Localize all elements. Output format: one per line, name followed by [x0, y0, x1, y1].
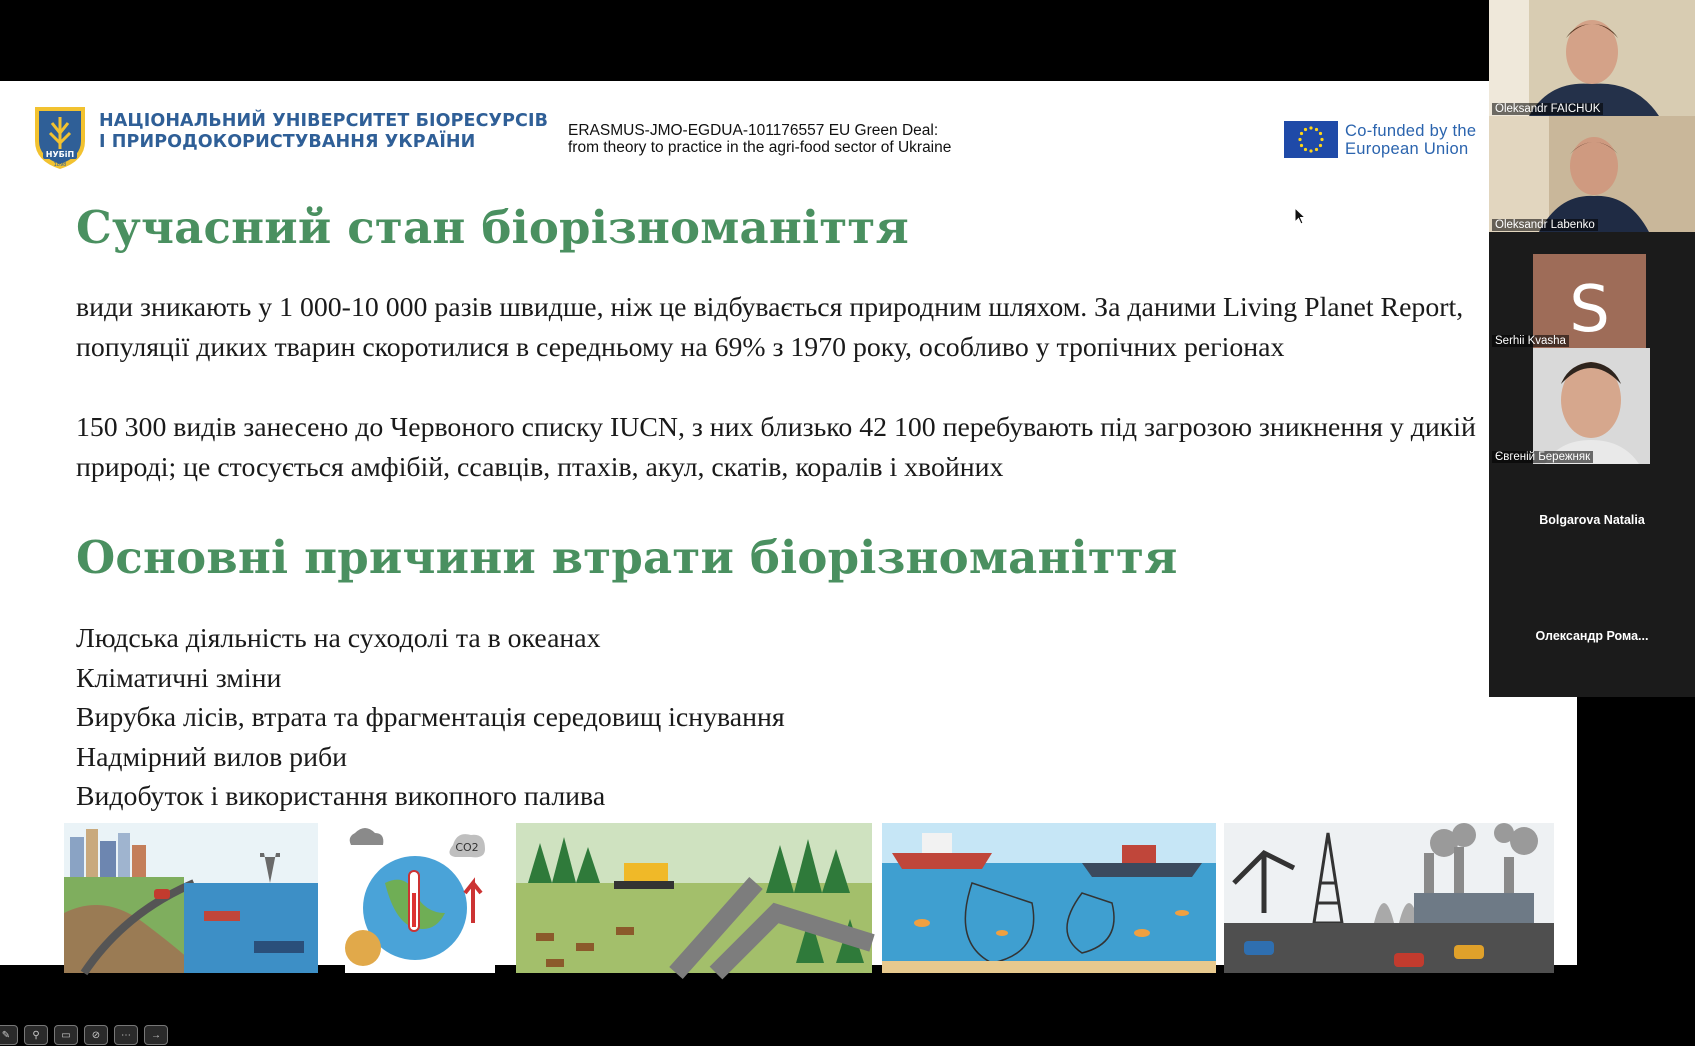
- university-logo: [33, 105, 87, 171]
- project-line-1: ERASMUS-JMO-EGDUA-101176557 EU Green Deal:: [568, 122, 939, 139]
- city-ocean-illustration: [64, 823, 318, 973]
- presentation-slide: [0, 81, 1577, 1041]
- participant-tile[interactable]: [1489, 348, 1695, 464]
- captions-icon[interactable]: ▭: [54, 1025, 78, 1045]
- no-video-icon[interactable]: ⊘: [84, 1025, 108, 1045]
- magnifier-icon[interactable]: ⚲: [24, 1025, 48, 1045]
- cause-item: Надмірний вилов риби: [76, 741, 347, 773]
- participants-panel: [1489, 0, 1695, 697]
- paragraph-extinction-rate: види зникають у 1 000-10 000 разів швидше, ніж це відбувається природним шляхом. За даними Living Planet Report, популяції диких тварин скоротилися в середньому на 69% з 1970 року, особливо у тропічних регіонах: [76, 292, 1464, 363]
- cause-item: Видобуток і використання викопного палива: [76, 781, 606, 813]
- participant-name: Serhii Kvasha: [1492, 335, 1569, 347]
- participant-photo: [1489, 348, 1695, 464]
- participant-name: Oleksandr Labenko: [1492, 219, 1598, 231]
- participant-name-only[interactable]: Олександр Рома...: [1535, 629, 1649, 643]
- university-line-2: І ПРИРОДОКОРИСТУВАННЯ УКРАЇНИ: [99, 132, 476, 152]
- cause-item: Вирубка лісів, втрата та фрагментація середовищ існування: [76, 702, 785, 734]
- eu-line-2: European Union: [1345, 140, 1469, 158]
- participant-video: [1489, 0, 1695, 116]
- slide-toolbar: [0, 1024, 168, 1046]
- participant-tile[interactable]: [1489, 116, 1695, 232]
- overfishing-illustration: [882, 823, 1216, 973]
- university-line-1: НАЦІОНАЛЬНИЙ УНІВЕРСИТЕТ БІОРЕСУРСІВ: [99, 111, 549, 131]
- cause-item: Кліматичні зміни: [76, 662, 282, 694]
- eu-line-1: Co-funded by the: [1345, 122, 1477, 140]
- university-name: [99, 111, 548, 153]
- eu-cofunded-text: [1345, 122, 1476, 158]
- heading-biodiversity-status: Сучасний стан біорізноманіття: [76, 201, 909, 254]
- pen-icon[interactable]: ✎: [0, 1025, 18, 1045]
- co2-label: CO2: [455, 841, 479, 854]
- causes-list: [76, 619, 785, 817]
- participant-name-only[interactable]: Bolgarova Natalia: [1539, 513, 1645, 527]
- participant-tile[interactable]: [1489, 0, 1695, 116]
- participant-avatar: S: [1533, 254, 1646, 367]
- climate-globe-illustration: [345, 823, 495, 973]
- participant-name: Oleksandr FAICHUK: [1492, 103, 1603, 115]
- project-line-2: from theory to practice in the agri-food sector of Ukraine: [568, 139, 952, 156]
- paragraph-red-list: 150 300 видів занесено до Червоного списку IUCN, з них близько 42 100 перебувають під загрозою зникнення у дикій природі; це стосується амфібій, ссавців, птахів, акул, скатів, коралів і хвойних: [76, 412, 1476, 483]
- participant-video: [1489, 116, 1695, 232]
- participant-name: Євгеній Бережняк: [1492, 451, 1593, 463]
- logo-year: 1898: [53, 162, 67, 168]
- eu-flag-icon: [1284, 121, 1338, 158]
- fossil-fuel-industry-illustration: [1224, 823, 1554, 973]
- project-title: [568, 122, 951, 156]
- heading-loss-causes: Основні причини втрати біорізноманіття: [76, 531, 1178, 584]
- cause-item: Людська діяльність на суходолі та в океанах: [76, 623, 601, 654]
- participant-tile[interactable]: [1489, 232, 1695, 348]
- mouse-cursor-icon: [1294, 207, 1306, 225]
- deforestation-illustration: [516, 823, 872, 973]
- arrow-right-icon[interactable]: →: [144, 1025, 168, 1045]
- logo-text: НУБіП: [45, 150, 75, 159]
- more-icon[interactable]: ⋯: [114, 1025, 138, 1045]
